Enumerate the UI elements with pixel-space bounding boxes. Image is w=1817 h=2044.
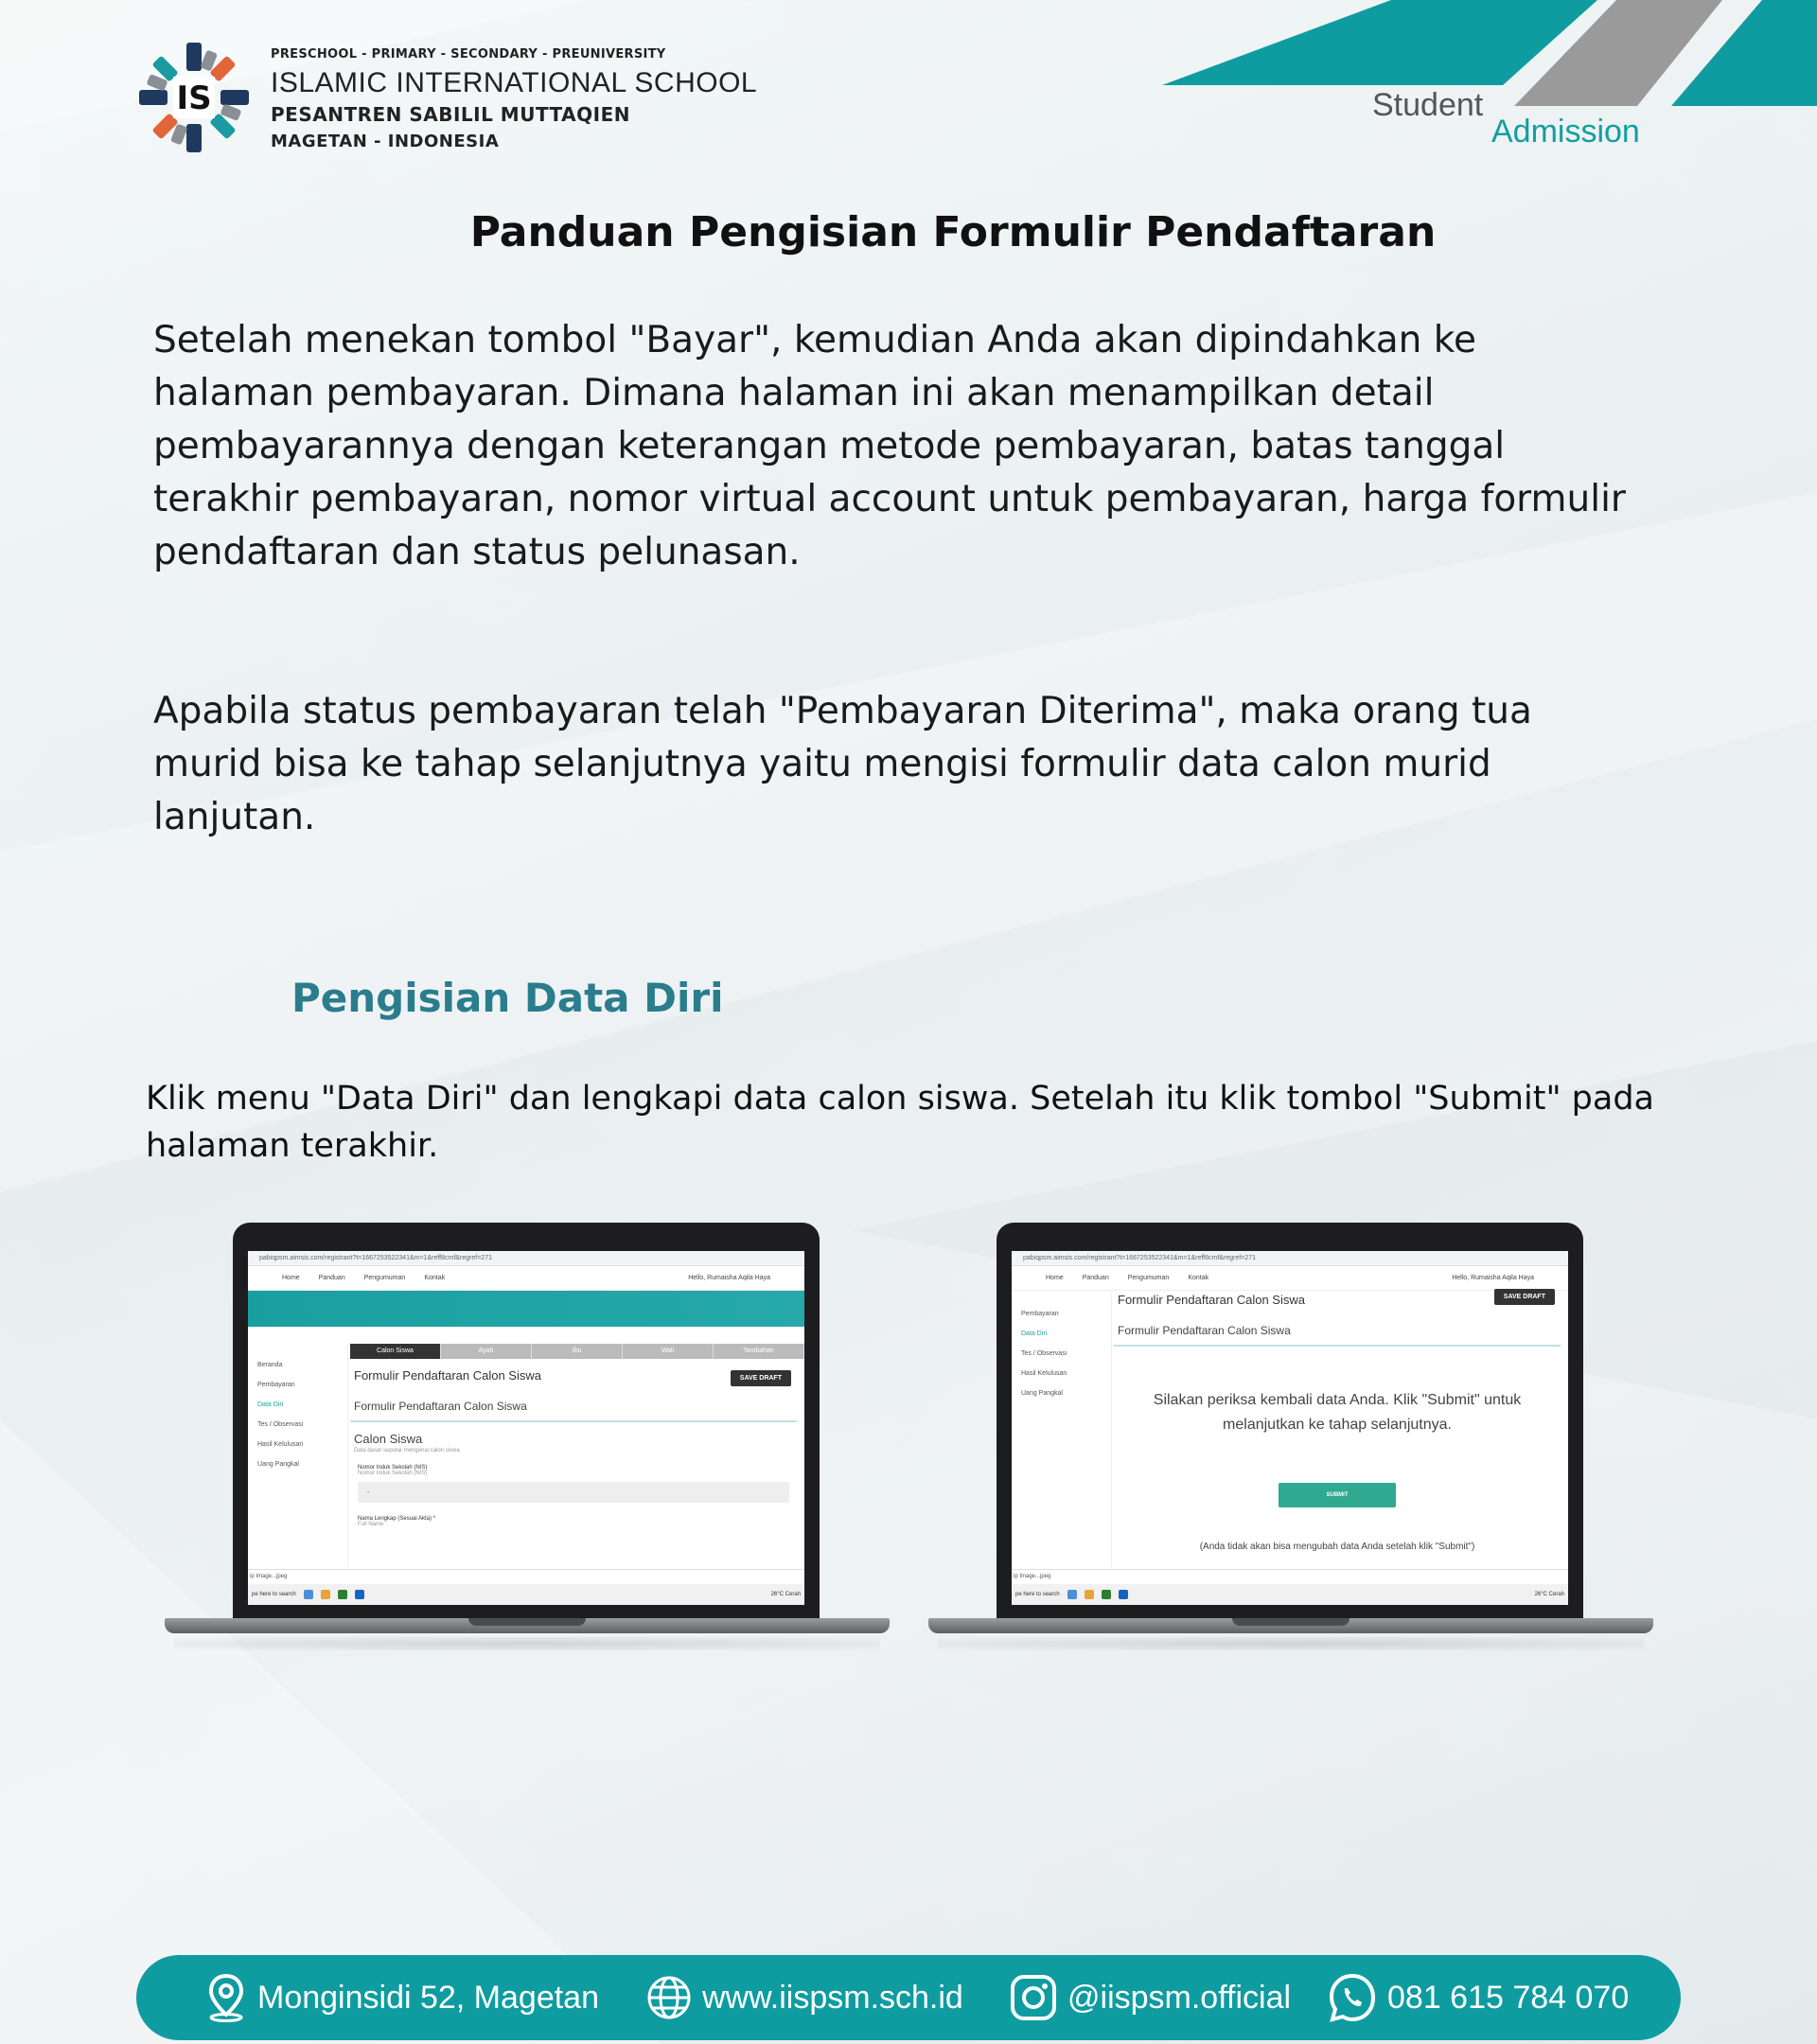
whatsapp-icon (1327, 1972, 1378, 2023)
badge-student: Student (1372, 87, 1484, 123)
taskbar (1012, 1584, 1568, 1605)
download-item: ip Image...jpeg (250, 1574, 288, 1579)
nav-home: Home (282, 1275, 300, 1281)
save-draft-button: SAVE DRAFT (731, 1370, 791, 1386)
tab-tambahan: Tambahan (714, 1344, 804, 1359)
form-main (1114, 1293, 1561, 1567)
instruction-text: Klik menu "Data Diri" dan lengkapi data calon siswa. Setelah itu klik tombol "Submit" pada halaman terakhir. (146, 1080, 1655, 1165)
svg-text:IS: IS (176, 79, 212, 117)
laptop-screen (1012, 1251, 1568, 1605)
teal-header-band (248, 1291, 804, 1327)
taskbar-app-icon (1067, 1590, 1077, 1599)
nis-hint: Nomor Induk Sekolah (NIS) (358, 1471, 428, 1476)
sidebar-item-uang: Uang Pangkal (1021, 1390, 1063, 1397)
nis-label-text: Nomor Induk Sekolah (NIS) (358, 1465, 428, 1471)
confirm-message: Silakan periksa kembali data Anda. Klik "Submit" untuk melanjutkan ke tahap selanjutnya. (1153, 1392, 1522, 1433)
taskbar-app-icon (338, 1590, 347, 1599)
website-text[interactable]: www.iispsm.sch.id (702, 1979, 963, 2016)
laptop-notch (1232, 1618, 1350, 1626)
sidebar-item-tes: Tes / Observasi (1021, 1350, 1067, 1357)
name-hint: Full Name (358, 1522, 384, 1527)
school-logo (136, 38, 252, 157)
nav-pengumuman: Pengumuman (363, 1275, 406, 1281)
download-bar (248, 1569, 804, 1584)
form-subtitle: Formulir Pendaftaran Calon Siswa (1114, 1311, 1561, 1347)
paragraph-payment: Setelah menekan tombol "Bayar", kemudian Anda akan dipindahkan ke halaman pembayaran. Dimana halaman ini akan menampilkan detail pembayarannya dengan keterangan metode pembayaran, batas tanggal terakhir pembayaran, nomor virtual account untuk pembayaran, harga formulir pendaftaran dan status pelunasan. (153, 319, 1626, 573)
footer-address (204, 1955, 599, 2040)
form-title: Formulir Pendaftaran Calon Siswa (1118, 1293, 1305, 1307)
url-bar: pabiqpsm.aimsis.com/registrant?t=1667253522341&m=1&reff8cmf&regref=271 (1012, 1251, 1568, 1266)
sidebar-item-hasil: Hasil Kelulusan (257, 1441, 304, 1448)
taskbar-search: pe here to search (1015, 1592, 1060, 1597)
laptop-lid (233, 1223, 820, 1618)
laptop-screenshot-submit (928, 1223, 1653, 1658)
taskbar (248, 1584, 804, 1605)
laptop-shadow (174, 1637, 880, 1650)
tab-wali: Wali (623, 1344, 714, 1359)
sidebar-item-uang: Uang Pangkal (257, 1461, 299, 1468)
taskbar-app-icon (304, 1590, 313, 1599)
taskbar-app-icon (1119, 1590, 1128, 1599)
nav-kontak: Kontak (424, 1275, 446, 1281)
nav-home: Home (1046, 1275, 1064, 1281)
form-main (350, 1365, 797, 1567)
taskbar-weather: 26°C Cerah (770, 1592, 801, 1597)
name-label (350, 1507, 797, 1529)
app-sidebar (248, 1344, 348, 1567)
sidebar-item-data-diri: Data Diri (257, 1401, 284, 1408)
taskbar-search: pe here to search (252, 1592, 296, 1597)
school-levels: PRESCHOOL - PRIMARY - SECONDARY - PREUNIVERSITY (271, 47, 666, 62)
taskbar-weather: 26°C Cerah (1534, 1592, 1564, 1597)
laptop-screen (248, 1251, 804, 1605)
nav-panduan: Panduan (1082, 1275, 1109, 1281)
nis-label (350, 1455, 797, 1478)
badge-admission: Admission (1491, 114, 1640, 150)
sidebar-item-beranda: Beranda (257, 1362, 283, 1368)
sidebar-item-tes: Tes / Observasi (257, 1421, 304, 1428)
page-title: Panduan Pengisian Formulir Pendaftaran (469, 208, 1437, 256)
top-nav (1012, 1266, 1568, 1291)
globe-icon (645, 1974, 693, 2021)
form-subtitle: Formulir Pendaftaran Calon Siswa (350, 1386, 797, 1422)
top-nav (248, 1266, 804, 1291)
url-bar: pabiqpsm.aimsis.com/registrant?t=1667253522341&m=1&reff8cmf&regref=271 (248, 1251, 804, 1266)
paragraph-status: Apabila status pembayaran telah "Pembayaran Diterima", maka orang tua murid bisa ke tahap selanjutnya yaitu mengisi formulir data calon murid lanjutan. (153, 690, 1532, 838)
taskbar-app-icon (355, 1590, 364, 1599)
submit-note: (Anda tidak akan bisa mengubah data Anda setelah klik "Submit") (1199, 1542, 1475, 1552)
school-location: MAGETAN - INDONESIA (271, 132, 500, 151)
name-label-text: Nama Lengkap (Sesuai Akta) * (358, 1516, 436, 1522)
tab-calon-siswa: Calon Siswa (350, 1344, 441, 1359)
sidebar-item-hasil: Hasil Kelulusan (1021, 1370, 1067, 1377)
laptop-notch (468, 1618, 586, 1626)
address-text: Monginsidi 52, Magetan (257, 1979, 600, 2016)
taskbar-app-icon (1102, 1590, 1111, 1599)
laptop-screenshot-form (165, 1223, 890, 1658)
user-greeting: Hello, Rumaisha Aqila Haya (688, 1275, 770, 1281)
footer-phone[interactable] (1327, 1955, 1629, 2040)
app-sidebar (1012, 1293, 1112, 1567)
form-title: Formulir Pendaftaran Calon Siswa (354, 1368, 541, 1383)
download-bar (1012, 1569, 1568, 1584)
tab-ibu: Ibu (532, 1344, 623, 1359)
footer-website[interactable] (645, 1955, 963, 2040)
taskbar-app-icon (1085, 1590, 1094, 1599)
tab-ayah: Ayah (441, 1344, 532, 1359)
footer-contact-bar (136, 1955, 1681, 2040)
section-title: Pengisian Data Diri (291, 975, 724, 1021)
footer-instagram[interactable] (1009, 1955, 1291, 2040)
sidebar-item-pembayaran: Pembayaran (257, 1382, 295, 1388)
download-item: ip Image...jpeg (1014, 1574, 1051, 1579)
form-tabs (350, 1344, 804, 1359)
taskbar-app-icon (321, 1590, 330, 1599)
form-section-hint: Data dasar seputar mengenai calon siswa (354, 1448, 460, 1454)
school-name: ISLAMIC INTERNATIONAL SCHOOL (271, 67, 758, 98)
phone-text[interactable]: 081 615 784 070 (1387, 1979, 1630, 2016)
nav-panduan: Panduan (318, 1275, 345, 1281)
submit-button: SUBMIT (1279, 1483, 1396, 1507)
nis-value: - (367, 1489, 370, 1496)
location-pin-icon (204, 1973, 248, 2022)
school-subtitle: PESANTREN SABILIL MUTTAQIEN (271, 103, 630, 126)
school-identity (271, 47, 757, 151)
instagram-icon (1009, 1973, 1058, 2022)
user-greeting: Hello, Rumaisha Aqila Haya (1452, 1275, 1534, 1281)
save-draft-button: SAVE DRAFT (1494, 1289, 1555, 1305)
nav-pengumuman: Pengumuman (1127, 1275, 1170, 1281)
laptop-lid (997, 1223, 1583, 1618)
form-section-title: Calon Siswa (354, 1432, 423, 1446)
sidebar-item-pembayaran: Pembayaran (1021, 1311, 1059, 1317)
instagram-text[interactable]: @iispsm.official (1067, 1979, 1292, 2016)
nav-kontak: Kontak (1188, 1275, 1209, 1281)
sidebar-item-data-diri: Data Diri (1021, 1330, 1048, 1337)
nis-input (358, 1482, 789, 1503)
laptop-shadow (938, 1637, 1644, 1650)
